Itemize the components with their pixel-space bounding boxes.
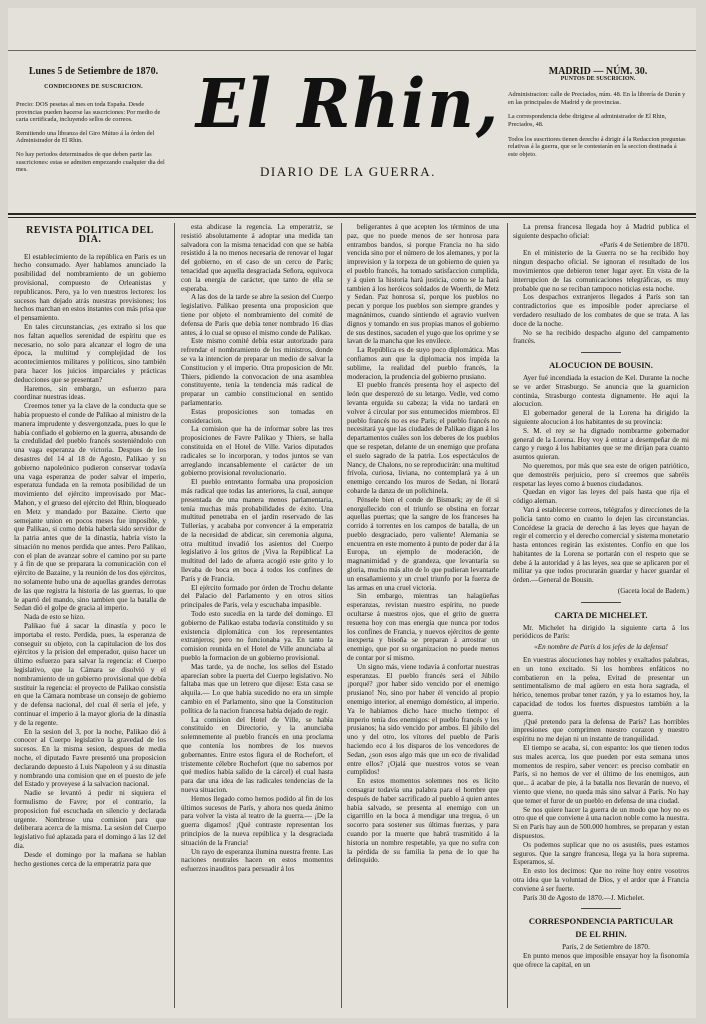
- paragraph: El tiempo se acaba, si, con espanto: los que tienen todos sus males acerca, los que pueden por esta semana unos momentos de respiro, saber vencer: es preciso combatir en París, si no hemos de ver el último de los enemigos, aun que... á acabar de pie, á la batalla nos llevarán de nuevo, el viento que viene, no queda más sino salvar á París. No hay que temer el furor de un pueblo en defensa de una ciudad.: [513, 744, 689, 805]
- paragraph: El pueblo entretanto formaba una proposicion más radical que todas las anteriores, la cual, aunque presentada de una manera menos parlamentaria, tenía muchas más probabilidades de éxito. Una multitud penetraba en el jardin reservado de las Tullerías, y acababa por convencer á la emperatriz de la necesidad de abdicar, sin ceremonia alguna, otra multitud invadió los asientos del Cuerpo legislativo á los gritos de ¡Viva la República! La multitud del lado de afuera acogió este grito y lo llevaba de boca en boca á todos los confines de París y de Francia.: [181, 478, 333, 583]
- paragraph: En el ministerio de la Guerra no se ha recibido hoy ningun despacho oficial. Se ignoran el resultado de los movimientos que debieron tener lugar ayer. En vista de la interrupcion de las comunicaciones telegráficas, es muy probable que no se reciban tampoco noticias esta noche.: [513, 249, 689, 293]
- paragraph: El pueblo francés presenta hoy el aspecto del león que desperezó de su letargo. Vedle, ved como levanta erguida su cabeza; la vida no tardará en volver á circular por sus entumecidos miembros. El pueblo francés no es ese París; el pueblo francés no necesitará ya que las ciudades de Palikao digan á los departamentos cuáles son los deberes de los pueblos que se respetan, delante de un enemigo que profana el suelo sagrado de la patria. Los espectáculos de Nancy, de Chalons, no se reproducirán: una multitud frívola, curiosa, liviana, no contemplará ya á un enemigo cercando los muros de Sedan, ni llorará cobarde la danza de un polichinela.: [347, 381, 499, 495]
- newspaper-subtitle: DIARIO DE LA GUERRA.: [260, 164, 436, 179]
- paragraph: Estas proposiciones son tomadas en consideracion.: [181, 407, 333, 425]
- newspaper-title: El Rhin,: [195, 65, 501, 144]
- paragraph: El gobernador general de la Lorena ha dirigido la siguiente alocucion á los habitantes de su provincia:: [513, 409, 689, 426]
- paragraph: A las dos de la tarde se abre la sesion del Cuerpo legislativo. Palikao presenta una proposicion que tiene por objeto el nombramiento del comité de defensa de París que debía tener nombrado 16 días antes, á lo cual se opuso el mismo conde de Palikao.: [181, 293, 333, 337]
- header-left: [16, 68, 171, 180]
- paragraph: Se nos quiere hacer la guerra de un modo que hoy no es otro que el que conviene á una nacion noble como la nuestra. Si en París hay aun de 500.000 hombres, se preparan y estan dispuestos.: [513, 805, 689, 840]
- section-rule: [581, 352, 621, 353]
- paragraph: Un rayo de esperanza ilumina nuestra frente. Las naciones neutrales hacen en estos momentos esfuerzos inauditos para persuadir á los: [181, 847, 333, 874]
- section-heading: REVISTA POLITICA DEL DIA.: [26, 225, 154, 245]
- column-3: [347, 223, 499, 1008]
- source-note: (Gaceta local de Badem.): [617, 587, 689, 596]
- column-divider: [341, 223, 342, 1008]
- paragraph: Van á establecerse correos, telégrafos y direcciones de la policía tanto como en cuanto lo dejen las circunstancias. Concédese la gracia de derecho á las leyes que hayan de regir el comercio y el derecho comercial y sistema monetario hasta entonces regirán las existentes. Confío en que los habitantes de la Lorena se portarán con el respeto que se debe á la autoridad y á las leyes, sea que se aplicaren por el militar ya que todos procurarán guardar y hacer guardar el órden.—General de Bousin.: [513, 505, 689, 585]
- condition-text: No hay periodos determinados de que deben partir las suscriciones: estas se admiten empezando cualquier dia del mes.: [16, 150, 165, 174]
- column-1: [14, 223, 166, 1008]
- signature: París 30 de Agosto de 1870.—J. Michelet.: [523, 893, 645, 902]
- paragraph: La República es de suyo poco diplomática. Mas confiamos aun que la diplomacia nos impida la sublime, la realidad del pueblo francés, la moderacion, la prudencia del gobierno prusiano.: [347, 346, 499, 381]
- column-4: [513, 223, 689, 1008]
- place-number: MADRID — NÚM. 30.: [548, 66, 648, 77]
- paragraph: Os podemos suplicar que no os asustéis, pues estamos seguros. Que la sangre francesa, llega ya la hora suprema. Esperamos, sí.: [513, 840, 689, 867]
- paragraph: En punto menos que imposible ensayar hoy la fisonomía que ofrece la capital, en un: [513, 951, 689, 969]
- paragraph: Haremos, sin embargo, un esfuerzo para coordinar nuestras ideas.: [14, 384, 166, 402]
- paragraph: Desde el domingo por la mañana se hablan hecho gestiones cerca de la emperatriz para que: [14, 850, 166, 868]
- section-heading: CORRESPONDENCIA PARTICULAR: [528, 916, 674, 927]
- top-rule: [8, 50, 696, 51]
- header-right: [508, 68, 688, 165]
- paragraph: Palikao fué á sacar la dinastía y poco le importaba el resto. Perdida, pues, la esperanza de conseguir su objeto, con la capitulacion de los dos ejércitos y la prision del emperador, quiso hacer un último esfuerzo para salvar la regencia: el Cuerpo legislativo, que la Cámara se disolvió y el nombramiento de un gobierno provisional que debía sustituir la regencia: el proyecto de Palikao consistía en que la Cámara nombrase un consejo de gobierno y de defensa nacional, del cual él sería el jefe, y continuar el imperio á la mayor gloria de la dinastía y de la regente.: [14, 622, 166, 727]
- header-divider-thin: [8, 217, 696, 218]
- paragraph: S. M. el rey se ha dignado nombrarme gobernador general de la Lorena. Hoy voy á entrar a desempeñar de mi cargo y ruego á los habitantes que se me dirijan para cuanto asuntos quieran.: [513, 426, 689, 462]
- paragraph: No queremos, por más que sea este de origen patriótico, que demostréis perjuicio, pero sí creemos que sabréis respetar las leyes como á buenos ciudadanos.: [513, 461, 689, 488]
- paragraph: Pénsele bien el conde de Bismark; ay de él si enorgullecido con el triunfo se obstina en forzar aquellas puertas; que la sangre de los franceses ha corrido á torrentes en los campos de batalla, de un pueblo desgraciado, pero valiente! Alemania se encuentra en este momento á punto de poder dar á la Europa, un ejemplo de moderación, de magnanimidad y de grandeza, que levantaría su gloria, mucho más alto de lo que pudieran levantarle un ensañamiento y un cruel triunfo por la fuerza de las armas en una cruel victoria.: [347, 495, 499, 592]
- condition-text: Remitiendo una libranza del Giro Mútuo á la órden del Administrador de El Rhin.: [16, 129, 155, 145]
- paragraph: Mr. Michelet ha dirigido la siguiente carta á los periódicos de París:: [513, 623, 689, 641]
- paragraph: Sin embargo, mientras tan halagüeñas esperanzas, revistan nuestro espíritu, no puede ocultarse á nuestros ojos, que el grito de guerra resuena hoy con mas energía que nunca por todos los confines de Francia, y nuevos ejércitos de gente inexperta y bisoña se preparan á arrostrar un enemigo, que por su organizacion no puede menos de contar por sí mismo.: [347, 592, 499, 663]
- column-divider: [174, 223, 175, 1008]
- paragraph: Los despachos extranjeros llegados á París son tan contradictorios que es imposible poder apreciarse el verdadero resultado de los combates de que se trata. A las doce de la noche.: [513, 293, 689, 328]
- newspaper-page: [8, 8, 696, 1018]
- paragraph: París, 2 de Setiembre de 1870.: [562, 942, 650, 951]
- issue-date: Lunes 5 de Setiembre de 1870.: [28, 66, 159, 77]
- conditions-title: CONDICIONES DE SUSCRICION.: [44, 83, 143, 90]
- section-heading: CARTA DE MICHELET.: [554, 609, 648, 620]
- section-subheading: DE EL RHIN.: [575, 929, 627, 940]
- paragraph: Quedan en vigor las leyes del país hasta que rija el código aleman.: [513, 488, 689, 506]
- right-note: Todos los suscritores tienen derecho á dirigir á la Redaccion preguntas relativas á la guerra, que se le contestarán en la seccion destinada á este objeto.: [508, 135, 686, 158]
- paragraph: En esto los decimos: Que no reine hoy entre vosotros otra idea que la voluntad de Dios, y el ardor que á Francia conviene á ser fuerte.: [513, 867, 689, 893]
- paragraph: ¡Qué pretendo para la defensa de París? Las horribles impresiones que comprimen nuestro corazon y nuestro espíritu no me dejan ni un instante de tranquilidad.: [513, 717, 689, 744]
- paragraph: Ayer fué incendiada la estacion de Kel. Durante la noche se ve arder Strasburgo. Se anuncia que la guarnicion continúa, Strasburgo contesta dignamente. He aquí la alocucion.: [513, 373, 689, 409]
- paragraph: Creemos tener ya la clave de la conducta que se había propuesto el conde de Palikao al ministro de la manera imprudente y desvergonzada, pues lo que le había confiado el gobierno en la guerra, abusando de la credulidad del pueblo francés sosteniéndolo con una vaga esperanza de victoria. Despues de los desastres del 14 al 18 de Agosto, Palikao y su gobierno napoleónico pudieron conservar todavía una vaga esperanza de poder salvar el imperio, esperanza fundada en la remota posibilidad de un movimiento del ejército improvisado por Mac-Mahon, y el grueso del ejército del Rhin, bloqueado en Metz y mandado por Bazaine. Cierto que semejante union en pocos meses fue imposible, y que Palikao, si como debía haberla sido servidor de la patria antes que de la dinastía, habría visto la situación no menos perdida que antes. Pero Palikao, con el plan de avanzar sobre el camino por su parte y á fin de que se preparara la comunicación con el ejército de Bazaine, y la reunión de los dos ejércitos, no solamente hubo una de aquellas grandes derrotas de las que registra la historia de las guerras, lo que le apartó del mando, sino tambien que la batalla de Sedan dió el golpe de gracia al imperio.: [14, 402, 166, 613]
- paragraph: La prensa francesa llegada hoy á Madrid publica el siguiente despacho oficial:: [513, 223, 689, 240]
- paragraph: Hemos llegado como hemos podido al fin de los últimos sucesos de París, y ahora nos queda ánimo para volver la vista al teatro de la guerra.— ¡De la guerra digamos! ¡Qué contraste representan los principios de la nueva república y la desgraciada situación de la Francia!: [181, 794, 333, 847]
- section-rule: [581, 908, 621, 909]
- paragraph: En estos momentos solemnes nos es lícito consagrar todavía una palabra para el hombre que después de haber sacrificado al pueblo á quien antes había salvado, se presenta al enemigo con un cigarrillo en la boca á mendigar una tregua, ó un socorro para sostener sus últimas fuerzas, y para cuando por la muerte que habrá trasmitido á la historia un nombre respetable, ya que no sufra con la pérdida de su familia la pena de lo que ha delinquido.: [347, 777, 499, 865]
- paragraph: Nada de esto se hizo.: [24, 613, 85, 622]
- paragraph: El ejército formado por órden de Trochu delante del Palacio del Parlamento y en otros sitios principales de París, vela y escuchaba impasible.: [181, 583, 333, 610]
- paragraph: Este mismo comité debía estar autorizado para refrendar el nombramiento de los ministros, donde se va la intencion de preparar un medio de salvar la Constitucion y el imperio. Otra proposicion de Mr. Thiers, pidiendo la convocacion de una asamblea constituyente, tenía la tendencia más radical de preparar un cambio constitucional en sentido parlamentario.: [181, 337, 333, 407]
- paragraph: Nadie se levantó á pedir ni siquiera el formulismo de Favre; por el contrario, la proposicion fué escuchada en silencio y declarada urgente. Nombrose una comision para que deliberara acerca de la misma. La sesion del Cuerpo legislativo fué aplazada para el domingo á las 12 del dia.: [14, 789, 166, 850]
- points-title: PUNTOS DE SUSCRICION.: [560, 75, 636, 82]
- paragraph: En tales circunstancias, ¿es extraño si los que nos faltan aquellos serenidad de espíritu que es necesario, no solo para alcanzar el logro de una época, la multitud y complejidad de los acontecimientos militares y políticos, sino también para hacer los juicios imparciales y prácticas deducciones que se presentan?: [14, 322, 166, 384]
- right-note: Administracion: calle de Preciados, núm. 48. En la librería de Durán y en las principales de Madrid y de provincias.: [508, 91, 686, 106]
- paragraph: Mas tarde, ya de noche, los sellos del Estado aparecían sobre la puerta del Cuerpo legislativo. No faltaba mas que un letrero que dijese: Esta casa se alquila.— Lo que había sucedido no era un simple cambio en el Parlamento, sino que la Constitucion política de la nacion francesa había dejado de regir.: [181, 662, 333, 715]
- section-rule: [581, 602, 621, 603]
- right-note: La correspondencia debe dirigirse al administrador de El Rhin, Preciados, 48.: [508, 113, 667, 128]
- paragraph: La comision que ha de informar sobre las tres proposiciones de Favre Palikao y Thiers, se halla constituida en el Hotel de Ville. Varios diputados radicales se lo incorporan, y todos juntos se van arreglando incansablemente el carácter de un gobierno provisional revolucionario.: [181, 425, 333, 478]
- section-heading: ALOCUCION DE BOUSIN.: [549, 360, 653, 371]
- letter-salutation: «En nombre de París á los jefes de la defensa!: [534, 643, 668, 652]
- paragraph: Todo esto sucedía en la tarde del domingo. El gobierno de Palikao estaba todavía constituido y su existencia diplomática con los representantes extranjeros; pero no funcionaba ya. En tanto la comision reunida en el Hotel de Ville anunciaba al pueblo la formacion de un gobierno provisional.: [181, 610, 333, 663]
- paragraph: beligerantes á que acepten los términos de una paz, que no puede menos de ser honrosa para entrambos bandos, si porque Francia no ha sido vencida sino por el número de los alemanes, y por la imprevision y la torpeza de un gobierno de quien ya el pueblo francés, ha tomado satisfaccion cumplida, y á quien la historia hará justicia, como se la hará tambien á los heróicos soldados de Woerth, de Metz y Sedan. Paz honrosa sí, porque los pueblos no pecan y porque los pueblos son siempre grandes y magnánimos, cuando sintiendo el agravio vuelven dignos y tomando en sus propias manos el gobierno de sus destinos, sacuden el yugo que los oprime y se lavan de la mancha que les envilece.: [347, 223, 499, 346]
- paragraph: El establecimiento de la república en Paris es un hecho consumado. Ayer hablamos anunciado la posibilidad del nombramiento de un gobierno provisional, compuesto de Orleanistas y republicanos. Pero, ya lo ven nuestros lectores: los sucesos han dejado atrás nuestras previsiones; los hechos marchan en estos instantes con más prisa que el pensamiento.: [14, 252, 166, 323]
- condition-text: Precio: DOS pesetas al mes en toda España. Desde provincias pueden hacerse las suscriciones: Por medio de carta certificada, incluyendo sellos de correos.: [16, 101, 161, 124]
- paragraph: La comision del Hotel de Ville, se había constituido en Directorio, y la anunciaba solemnemente al pueblo francés en una proclama que contenía los nombres de los nuevos gobernantes. Entre estos figura el de Rochefort, el tristemente célebre Rochefort (que no sabemos por qué medios había salido de la cárcel) el cual hasta para dar una idea de las radicales tendencias de la nueva situacion.: [181, 715, 333, 794]
- header-divider: [8, 213, 696, 215]
- paragraph: En la sesion del 3, por la noche, Palikao dió á conocer al Cuerpo legislativo la gravedad de los sucesos. En la misma sesion, despues de media noche, el diputado Favre presentó una proposicion declarando depuesto á Luis Napoleon y á su dinastía y nombrando una comision que en el puesto de jefe del Estado y proveyese á la salvacion nacional.: [14, 727, 166, 789]
- paragraph: esta abdicase la regencia. La emperatriz, se resistió absolutamente á adoptar una medida tan salvadora con la misma tenacidad con que se había resistido á la no menos necesaria de renovar el lugar del gobierno, en el caso de un cerco de París; tenacidad que aquella desgraciada Señora, equivoca con la energía de carácter, que tanto de ella se esperaba.: [181, 223, 333, 293]
- column-2: [181, 223, 333, 1008]
- paragraph: En vuestras alocuciones hay nobles y exaltados palabras, en un tono excitado. Si los hombres enfáticos no combatieron en la pelea, Evitad de presentar un sentimentalismo de mal agüero en esta hora sagrada, el hérico, tenemos probar tener razón, y ya lo estamos hoy, la capacidad de todos los fuertes dispuestos también a la guerra.: [513, 656, 689, 717]
- paragraph: «París 4 de Setiembre de 1870.: [599, 240, 689, 249]
- column-divider: [507, 223, 508, 1008]
- masthead: [183, 65, 513, 180]
- paragraph: No se ha recibido despacho alguno del campamento francés.: [513, 328, 689, 346]
- paragraph: Un signo más, viene todavía á confortar nuestras esperanzas. El pueblo francés será el Júbilo ¡porqué? ¡por haber sido vencido por el enemigo prusiano! No, sino por haber él vencido al propio enemigo interior, al enemigo doméstico, al imperio. Ya le habíamos dicho hace mucho tiempo: el imperio tenía dos enemigos: el pueblo francés y los prusianos; ha sido vencido por ambos. El júbilo del uno y del otro, los vítores del pueblo de París haciendo eco á los disparos de los vencedores de Sedan, ¿son esos algo más que un eco de rivalidad entre ellos? ¡Ojalá que nuestros votos se vean cumplidos!: [347, 662, 499, 777]
